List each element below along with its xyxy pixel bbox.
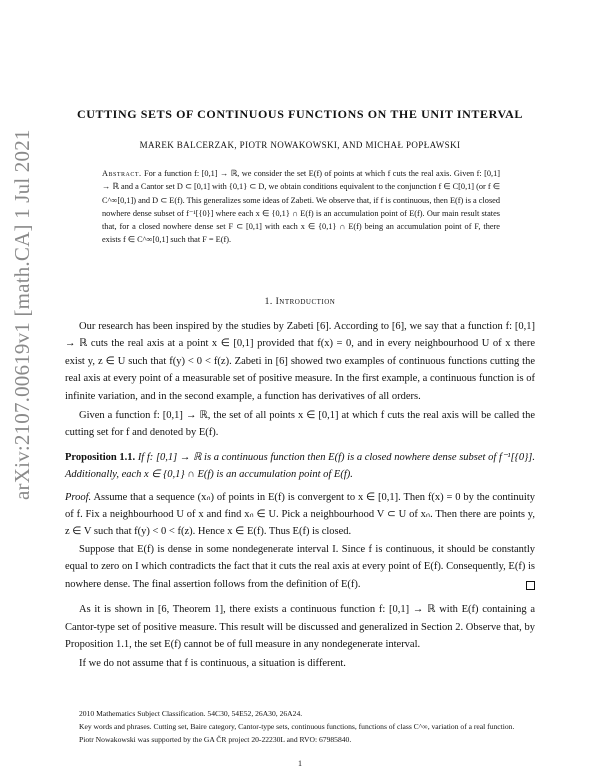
footnote-keywords: Key words and phrases. Cutting set, Baire category, Cantor-type sets, continuous functions, functions of class C^∞, variation of a real function. xyxy=(79,722,515,731)
abstract-text: For a function f: [0,1] → ℝ, we consider the set E(f) of points at which f cuts the real axis. Given f: [0,1] → ℝ and a Cantor set D ⊂ [0,1] with {0,1} ⊂ D, we obtain conditions equivalent to the conjunction f ∈ C[0,1] (or f ∈ C^∞[0,1]) and D ⊂ E(f). This generalizes some ideas of Zabeti. We observe that, if f is continuous, then E(f) is a closed nowhere dense subset of f⁻¹[{0}] where each x ∈ {0,1} ∩ E(f) is an accumulation point of E(f). Our main result states that, for a closed nowhere dense set F ⊂ [0,1] with each x ∈ {0,1} ∩ E(f) being an accumulation point of F, there exists f ∈ C^∞[0,1] such that F = E(f). xyxy=(102,169,500,245)
paper-title: CUTTING SETS OF CONTINUOUS FUNCTIONS ON THE UNIT INTERVAL xyxy=(76,107,524,121)
footnote-grant: Piotr Nowakowski was supported by the GA ČR project 20-22230L and RVO: 67985840. xyxy=(79,735,352,744)
paragraph-1: Our research has been inspired by the studies by Zabeti [6]. According to [6], we say that a function f: [0,1] → ℝ cuts the real axis at a point x ∈ [0,1] provided that f(x) = 0, and in every neighbourhood U of x there exist y, z ∈ U such that f(y) < 0 < f(z). Zabeti in [6] showed two examples of continuous functions cutting the real axis at every point of a measurable set of positive measure. In the first example, a continuous function is of infinite variation, and in the second example, a function has derivatives of all orders. xyxy=(65,321,535,402)
arxiv-identifier: arXiv:2107.00619v1 [math.CA] 1 Jul 2021 xyxy=(10,129,34,500)
footnotes xyxy=(65,707,535,746)
proof xyxy=(65,489,535,541)
paper-authors: MAREK BALCERZAK, PIOTR NOWAKOWSKI, AND MICHAŁ POPŁAWSKI xyxy=(139,140,461,150)
introduction-body xyxy=(65,318,535,673)
footnote-msc: 2010 Mathematics Subject Classification. 54C30, 54E52, 26A30, 26A24. xyxy=(79,709,303,718)
abstract-label: Abstract. xyxy=(102,169,142,178)
qed-square-icon xyxy=(526,581,535,590)
paragraph-2: Given a function f: [0,1] → ℝ, the set of all points x ∈ [0,1] at which f cuts the real axis will be called the cutting set for f and denoted by E(f). xyxy=(65,410,535,439)
paragraph-3 xyxy=(65,541,535,593)
proposition-label: Proposition 1.1. xyxy=(65,451,136,463)
abstract xyxy=(102,167,500,247)
proposition-1-1 xyxy=(65,449,535,484)
paragraph-4: As it is shown in [6, Theorem 1], there exists a continuous function f: [0,1] → ℝ with E(f) containing a Cantor-type set of positive measure. This result will be discussed and generalized in Section 2. Observe that, by Proposition 1.1, the set E(f) cannot be of full measure in any nondegenerate interval. xyxy=(65,604,535,650)
section-heading-introduction: 1. Introduction xyxy=(264,297,336,307)
proof-label: Proof. xyxy=(65,491,92,503)
proposition-text: If f: [0,1] → ℝ is a continuous function then E(f) is a closed nowhere dense subset of f⁻¹[{0}]. Additionally, each x ∈ {0,1} ∩ E(f) is an accumulation point of E(f). xyxy=(65,451,535,481)
paragraph-3-text: Suppose that E(f) is dense in some nondegenerate interval I. Since f is continuous, it should be constantly equal to zero on I which contradicts the fact that it cuts the real axis at every point of E(f). Consequently, E(f) is nowhere dense. The final assertion follows from the definition of E(f). xyxy=(65,543,535,590)
proof-text: Assume that a sequence (xₙ) of points in E(f) is convergent to x ∈ [0,1]. Then f(x) = 0 by the continuity of f. Fix a neighbourhood U of x and find xₙ ∈ U. Pick a neighbourhood V ⊂ U of xₙ. Then there are points y, z ∈ V such that f(y) < 0 < f(z). Hence x ∈ E(f). Thus E(f) is closed. xyxy=(65,491,535,538)
page-number: 1 xyxy=(298,759,302,768)
paragraph-5: If we do not assume that f is continuous, a situation is different. xyxy=(79,658,346,670)
